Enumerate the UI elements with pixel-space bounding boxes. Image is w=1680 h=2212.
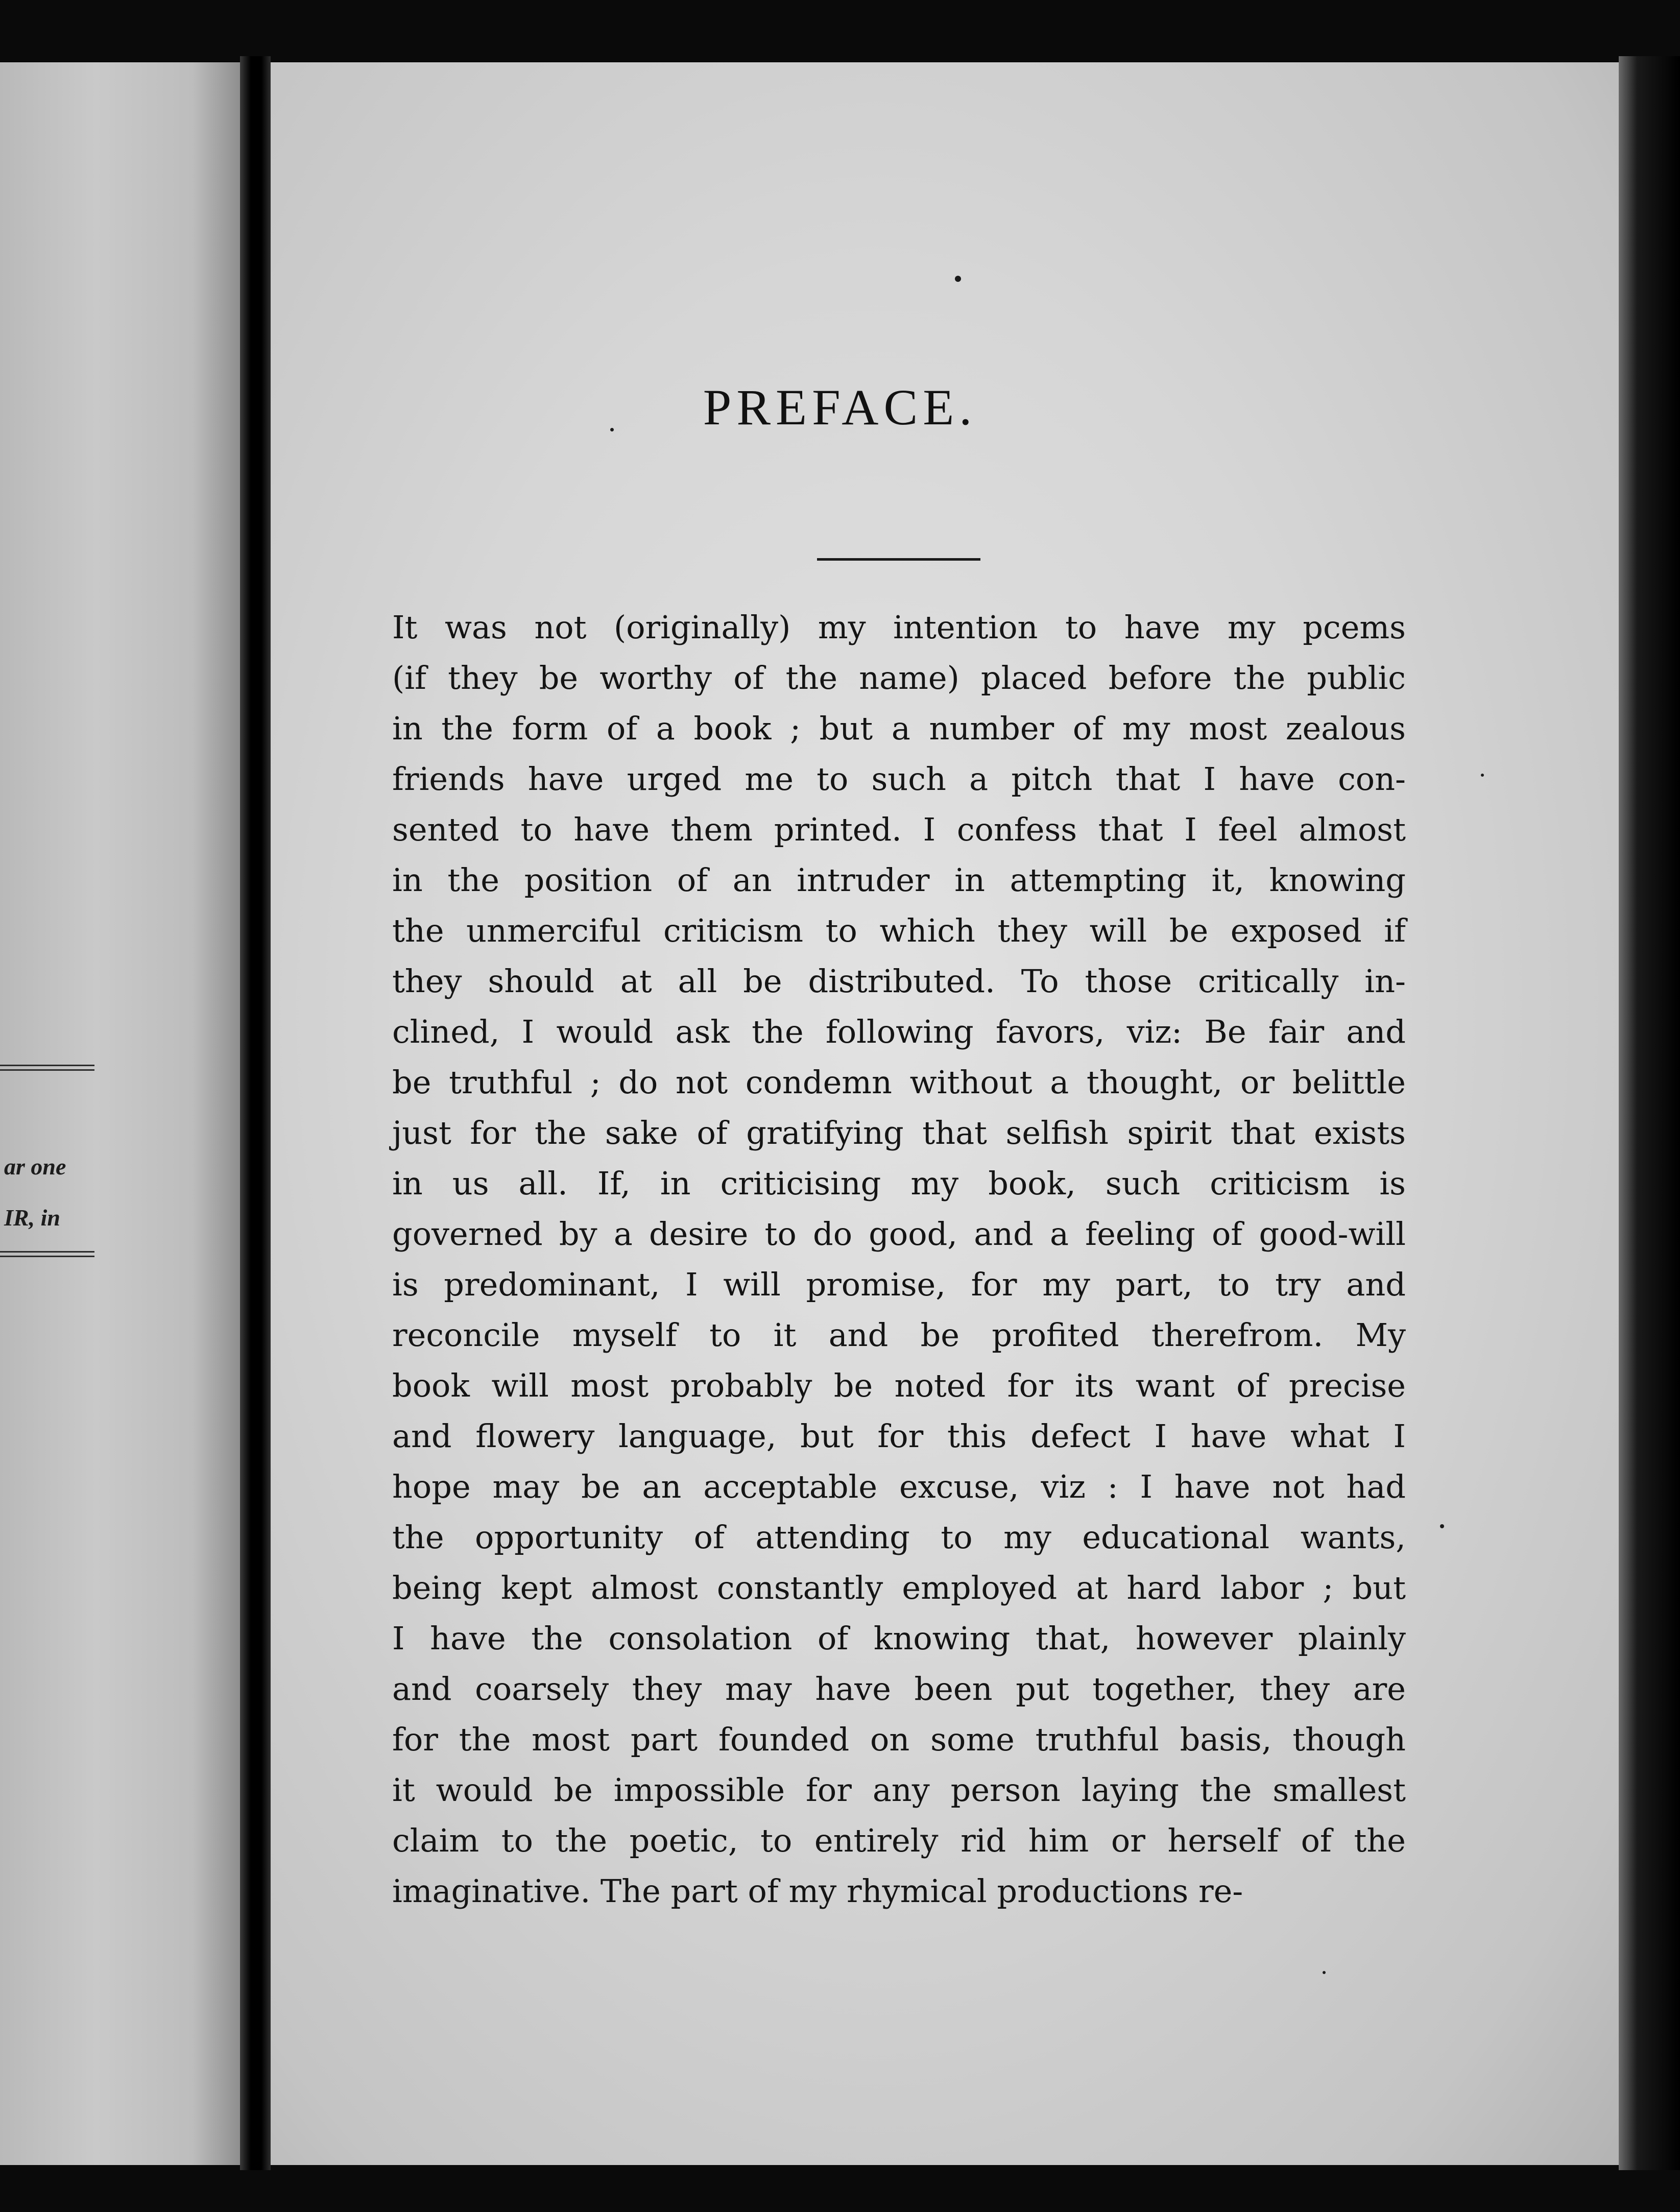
text-line: (if they be worthy of the name) placed before the public: [392, 659, 1406, 696]
text-line: in the position of an intruder in attempting it, knowing: [392, 861, 1406, 899]
text-line: it would be impossible for any person laying the smallest: [392, 1771, 1406, 1809]
text-line: in the form of a book ; but a number of my most zealous: [392, 710, 1406, 747]
text-line: the opportunity of attending to my educational wants,: [392, 1519, 1406, 1556]
text-line: for the most part founded on some truthful basis, though: [392, 1721, 1406, 1758]
text-line: It was not (originally) my intention to have my pcems: [392, 609, 1406, 646]
text-line: reconcile myself to it and be profited therefrom. My: [392, 1316, 1406, 1354]
text-line: just for the sake of gratifying that selfish spirit that exists: [392, 1114, 1406, 1151]
ink-speck: [1323, 1971, 1326, 1974]
text-line: they should at all be distributed. To those critically in-: [392, 963, 1406, 1000]
text-line: governed by a desire to do good, and a feeling of good-will: [392, 1215, 1406, 1253]
facing-page-fragment: ar one: [4, 1153, 66, 1180]
text-line: is predominant, I will promise, for my part, to try and: [392, 1266, 1406, 1303]
page-title: PREFACE.: [703, 379, 977, 436]
film-top-band: [0, 0, 1680, 61]
text-line: book will most probably be noted for its want of precise: [392, 1367, 1406, 1404]
ink-speck: [955, 276, 961, 282]
text-line: hope may be an acceptable excuse, viz : I have not had: [392, 1468, 1406, 1505]
page-edge-shadow: [1619, 56, 1680, 2170]
facing-page-fragment: IR, in: [4, 1205, 60, 1231]
text-line: being kept almost constantly employed at hard labor ; but: [392, 1569, 1406, 1606]
text-line: claim to the poetic, to entirely rid him or herself of the: [392, 1822, 1406, 1859]
text-line: sented to have them printed. I confess that I feel almost: [392, 811, 1406, 848]
ink-speck: [1440, 1524, 1444, 1528]
text-line: be truthful ; do not condemn without a thought, or belittle: [392, 1064, 1406, 1101]
text-line: and coarsely they may have been put together, they are: [392, 1670, 1406, 1708]
text-line: in us all. If, in criticising my book, such criticism is: [392, 1165, 1406, 1202]
text-line: clined, I would ask the following favors, viz: Be fair and: [392, 1013, 1406, 1050]
film-bottom-band: [0, 2165, 1680, 2212]
text-line: the unmerciful criticism to which they will be exposed if: [392, 912, 1406, 949]
text-line: I have the consolation of knowing that, however plainly: [392, 1620, 1406, 1657]
text-line: and flowery language, but for this defect I have what I: [392, 1417, 1406, 1455]
facing-page-rule: [0, 1065, 94, 1071]
ink-speck: [610, 428, 614, 431]
text-line: friends have urged me to such a pitch that I have con-: [392, 760, 1406, 798]
text-line: imaginative. The part of my rhymical productions re-: [392, 1872, 1243, 1910]
title-rule: [817, 558, 980, 561]
book-gutter: [240, 56, 271, 2170]
ink-speck: [1481, 774, 1484, 777]
facing-page-rule: [0, 1251, 94, 1257]
